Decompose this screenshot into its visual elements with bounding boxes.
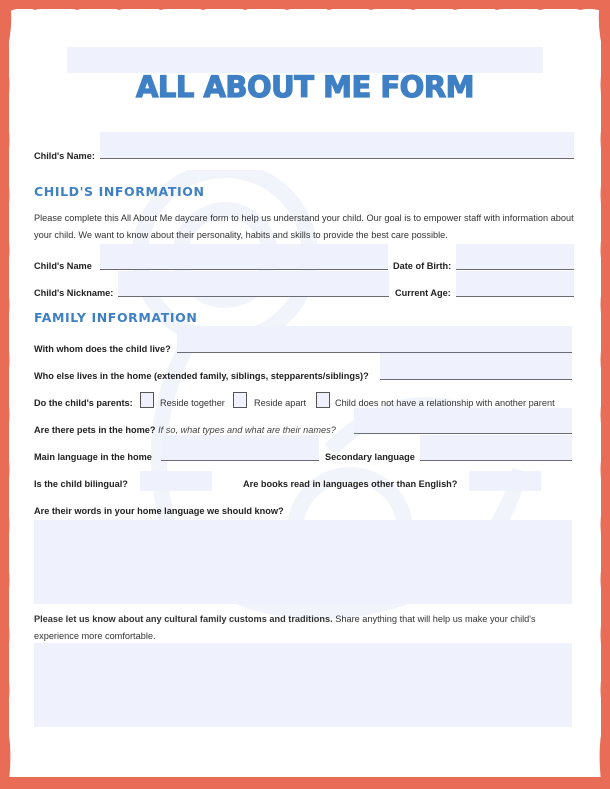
childs-name-underline (100, 158, 574, 159)
age-field[interactable] (456, 271, 574, 297)
others-in-home-field[interactable] (380, 353, 572, 379)
pets-hint: If so, what types and what are their names? (158, 425, 336, 435)
pets-field[interactable] (354, 408, 572, 434)
scalloped-border-left (0, 0, 14, 789)
page-title: ALL ABOUT ME FORM (135, 70, 475, 104)
others-in-home-label: Who else lives in the home (extended family, siblings, stepparents/siblings)? (34, 371, 369, 381)
nickname-label: Child's Nickname: (34, 288, 114, 298)
dob-field[interactable] (456, 244, 574, 270)
customs-field[interactable] (34, 643, 572, 727)
scalloped-border-top (0, 0, 610, 18)
main-language-underline (161, 460, 319, 461)
section-heading-family-info: FAMILY INFORMATION (34, 310, 198, 325)
scalloped-border-bottom (0, 771, 610, 789)
child-name-label: Child's Name (34, 261, 92, 271)
child-name-underline (100, 269, 388, 270)
secondary-language-underline (420, 460, 572, 461)
dob-label: Date of Birth: (393, 261, 452, 271)
customs-prompt-rest: Share anything that will help us make your child's experience more comfortable. (34, 614, 536, 641)
lives-with-field[interactable] (177, 326, 572, 352)
childs-name-label: Child's Name: (34, 151, 95, 161)
books-label: Are books read in languages other than English? (243, 479, 458, 489)
no-relationship-checkbox[interactable] (316, 392, 330, 408)
customs-prompt-bold: Please let us know about any cultural family customs and traditions. (34, 614, 333, 624)
secondary-language-field[interactable] (420, 435, 572, 461)
books-field[interactable] (469, 471, 541, 491)
home-words-label: Are their words in your home language we should know? (34, 506, 284, 516)
reside-apart-checkbox[interactable] (233, 392, 247, 408)
child-info-intro: Please complete this All About Me daycare form to help us understand your child. Our goal is to empower staff with information about your child. We want to know about their personality, habits and skills to provide the best care possible. (34, 213, 574, 240)
lives-with-label: With whom does the child live? (34, 344, 171, 354)
bilingual-field[interactable] (140, 471, 212, 491)
nickname-field[interactable] (118, 271, 389, 297)
reside-together-label: Reside together (160, 398, 225, 408)
others-in-home-underline (380, 379, 572, 380)
reside-together-checkbox[interactable] (140, 392, 154, 408)
section-heading-child-info: CHILD'S INFORMATION (34, 184, 205, 199)
home-words-field[interactable] (34, 520, 572, 604)
no-relationship-label: Child does not have a relationship with another parent (335, 398, 555, 408)
parents-label: Do the child's parents: (34, 398, 133, 408)
age-underline (456, 296, 574, 297)
bilingual-label: Is the child bilingual? (34, 479, 128, 489)
pets-question: Are there pets in the home? (34, 425, 156, 435)
childs-name-field[interactable] (100, 132, 574, 158)
reside-apart-label: Reside apart (254, 398, 307, 408)
customs-prompt (34, 611, 579, 645)
nickname-underline (118, 296, 389, 297)
pets-underline (354, 433, 572, 434)
age-label: Current Age: (395, 288, 451, 298)
child-name-field[interactable] (100, 244, 388, 270)
scalloped-border-right (596, 0, 610, 789)
main-language-label: Main language in the home (34, 452, 152, 462)
main-language-field[interactable] (161, 435, 319, 461)
dob-underline (456, 269, 574, 270)
pets-label (34, 425, 336, 435)
secondary-language-label: Secondary language (325, 452, 415, 462)
